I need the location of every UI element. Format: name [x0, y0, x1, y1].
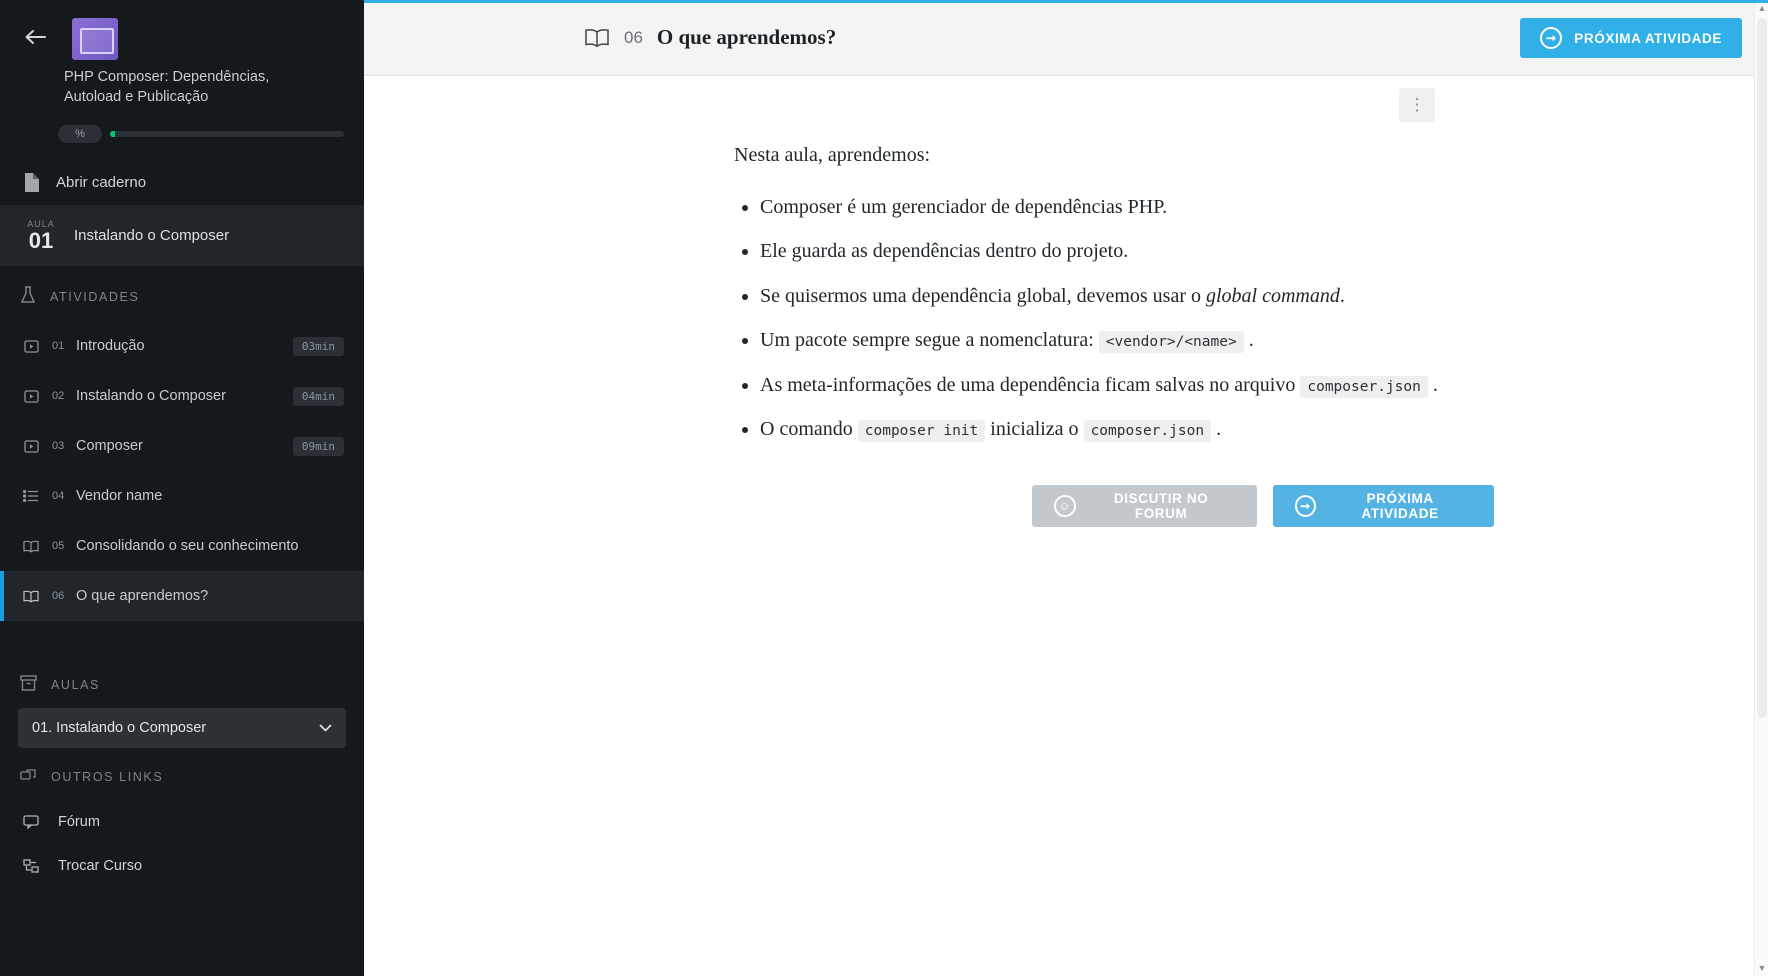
activity-item-consolidando[interactable] [0, 521, 364, 571]
discuss-forum-button[interactable] [1032, 485, 1257, 527]
article-actions [1032, 485, 1494, 527]
course-logo-icon [72, 18, 118, 60]
activity-item-o-que-aprendemos[interactable] [0, 571, 364, 621]
lesson-select[interactable] [18, 708, 346, 748]
current-lesson-name: Instalando o Composer [74, 227, 230, 245]
page-scrollbar[interactable] [1754, 0, 1768, 976]
sidebar-link-trocar-curso[interactable] [0, 844, 364, 888]
video-icon [20, 440, 42, 453]
list-item [760, 415, 1494, 443]
activity-number: 06 [624, 27, 643, 47]
activities-section-label: ATIVIDADES [50, 289, 140, 304]
activity-index: 05 [52, 540, 65, 553]
course-title: PHP Composer: Dependências, Autoload e Publicação [64, 69, 270, 105]
bullet-text: inicializa o [985, 417, 1084, 440]
bullet-text: Se quisermos uma dependência global, devemos usar o [760, 284, 1206, 307]
video-icon [20, 340, 42, 353]
activity-index: 01 [52, 340, 65, 353]
takeaways-list [734, 193, 1494, 443]
scrollbar-thumb[interactable] [1757, 18, 1767, 718]
open-notebook-button[interactable] [0, 159, 364, 205]
bullet-text: . [1427, 373, 1438, 396]
sidebar-divider [0, 621, 364, 655]
sidebar-link-label: Trocar Curso [58, 858, 143, 875]
list-item [760, 193, 1494, 221]
activity-index: 06 [52, 590, 65, 603]
topbar-title-group [584, 25, 836, 50]
activity-label: Composer [76, 438, 143, 455]
next-activity-label: PRÓXIMA ATIVIDADE [1574, 30, 1722, 46]
sidebar-link-forum[interactable] [0, 800, 364, 844]
activity-label: O que aprendemos? [76, 588, 209, 605]
video-icon [20, 390, 42, 403]
other-links-section-label: OUTROS LINKS [51, 770, 164, 785]
next-activity-button-top[interactable] [1520, 18, 1742, 58]
inline-code: composer init [858, 420, 986, 442]
bullet-text: Um pacote sempre segue a nomenclatura: [760, 329, 1099, 352]
lesson-select-value: 01. Instalando o Composer [32, 720, 207, 737]
lesson-article [734, 144, 1494, 527]
bullet-text: . [1211, 417, 1222, 440]
progress-track [110, 131, 344, 137]
activity-item-vendor-name[interactable] [0, 471, 364, 521]
course-block[interactable] [64, 18, 314, 107]
bullet-text: Composer é um gerenciador de dependências PHP. [760, 196, 1168, 218]
bullet-text: . [1339, 284, 1345, 307]
activity-item-instalando-o-composer[interactable] [0, 371, 364, 421]
list-item [760, 237, 1494, 265]
activity-duration: 09min [293, 437, 344, 456]
activity-label: Consolidando o seu conhecimento [76, 538, 299, 555]
activity-item-composer[interactable] [0, 421, 364, 471]
arrow-right-circle-icon: ➞ [1540, 27, 1562, 49]
inline-code: <vendor>/<name> [1099, 331, 1244, 353]
activity-label: Introdução [76, 338, 145, 355]
lessons-section-label: AULAS [51, 677, 100, 692]
activity-index: 03 [52, 440, 65, 453]
progress-percent-badge: % [58, 125, 102, 143]
top-accent-bar [364, 0, 1768, 3]
bullet-text: . [1243, 329, 1254, 352]
more-options-icon[interactable]: ⋮ [1399, 88, 1435, 122]
activity-label: Instalando o Composer [76, 388, 226, 405]
bullet-text: Ele guarda as dependências dentro do projeto. [760, 240, 1129, 263]
inline-code: composer.json [1084, 420, 1212, 442]
archive-icon [20, 675, 37, 694]
next-activity-label: PRÓXIMA ATIVIDADE [1361, 491, 1439, 522]
progress-fill [110, 131, 115, 137]
chevron-down-icon [319, 720, 332, 736]
lessons-section-header [0, 655, 364, 708]
current-lesson[interactable] [0, 205, 364, 266]
list-item [760, 282, 1494, 310]
activity-item-introducao[interactable] [0, 321, 364, 371]
scroll-down-icon[interactable]: ▼ [1757, 963, 1767, 973]
list-icon [20, 490, 42, 502]
discuss-forum-label: DISCUTIR NO FORUM [1113, 491, 1209, 522]
bullet-emphasis: global command [1206, 284, 1340, 307]
course-progress [0, 115, 364, 159]
sidebar-link-label: Fórum [58, 814, 100, 831]
notebook-icon [20, 173, 42, 192]
top-bar [364, 0, 1768, 76]
activity-duration: 03min [293, 337, 344, 356]
activity-index: 02 [52, 390, 65, 403]
sidebar-header [0, 0, 364, 115]
lesson-select-wrap [0, 708, 364, 748]
sidebar [0, 0, 364, 976]
page-title: O que aprendemos? [656, 25, 837, 49]
swap-course-icon [20, 859, 42, 873]
other-links-section-header [0, 748, 364, 800]
collapse-sidebar-icon[interactable] [20, 22, 50, 52]
activity-duration: 04min [293, 387, 344, 406]
forum-icon [20, 815, 42, 829]
current-lesson-number: 01 [28, 228, 54, 254]
arrow-right-circle-icon: ➞ [1295, 495, 1317, 517]
list-item [760, 371, 1494, 399]
activity-label: Vendor name [76, 488, 163, 505]
open-notebook-label: Abrir caderno [56, 173, 147, 191]
content-area [364, 76, 1768, 976]
main-area [364, 0, 1768, 976]
current-lesson-number-wrap [24, 219, 58, 252]
scroll-up-icon[interactable]: ▲ [1757, 3, 1767, 13]
bullet-text: O comando [760, 417, 858, 440]
activity-index: 04 [52, 490, 65, 503]
open-book-icon [584, 28, 610, 48]
current-lesson-eyebrow: AULA [27, 219, 55, 230]
bullet-text: As meta-informações de uma dependência ficam salvas no arquivo [760, 373, 1301, 396]
forum-circle-icon: ☺ [1054, 495, 1076, 517]
activities-section-header [0, 266, 364, 321]
inline-code: composer.json [1300, 376, 1428, 398]
book-icon [20, 590, 42, 603]
flask-icon [20, 286, 36, 307]
article-intro: Nesta aula, aprendemos: [734, 144, 931, 166]
list-item [760, 326, 1494, 354]
next-activity-button-bottom[interactable] [1273, 485, 1494, 527]
book-icon [20, 540, 42, 553]
links-icon [20, 768, 37, 786]
